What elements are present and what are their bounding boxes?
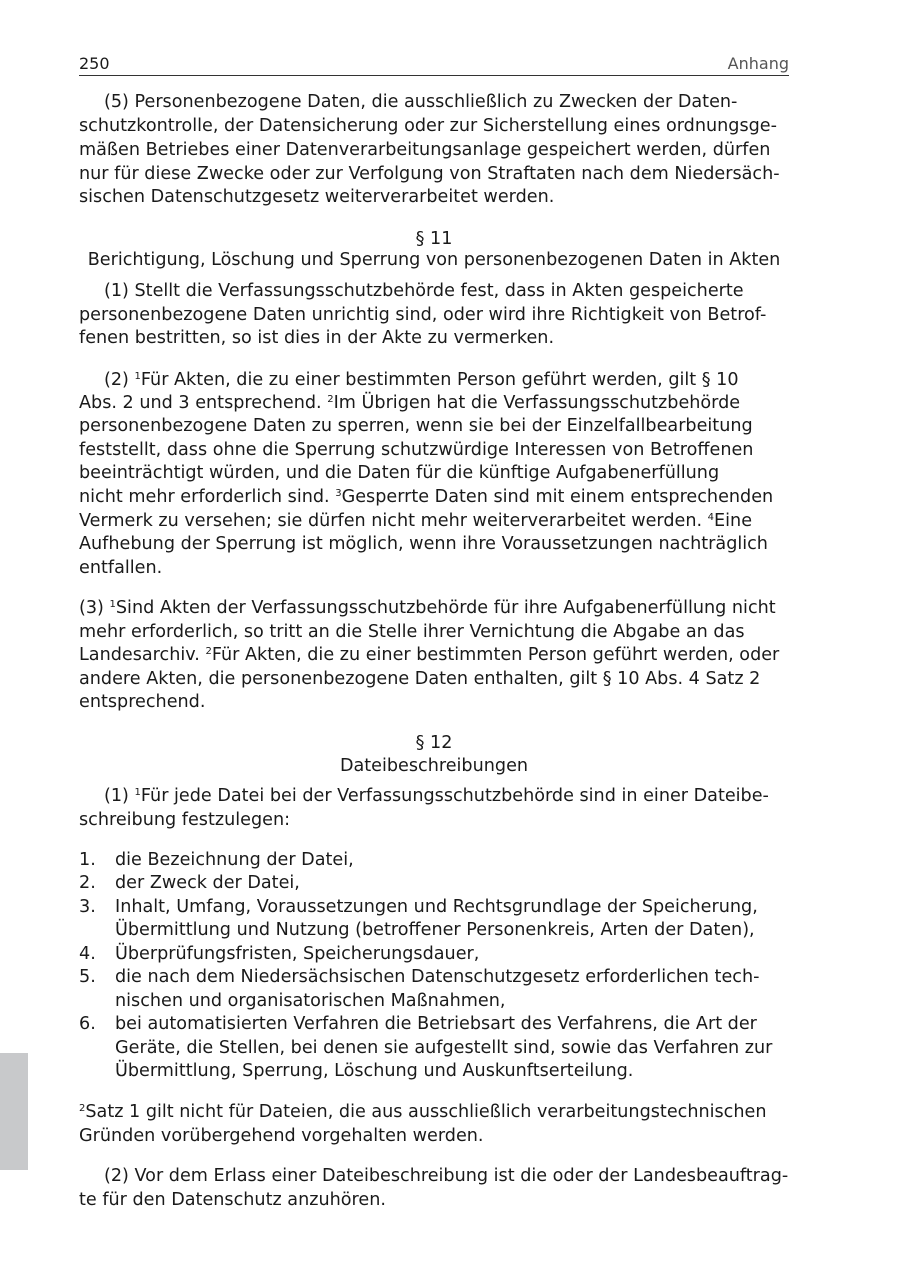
text-line: fenen bestritten, so ist dies in der Akte zu vermerken. xyxy=(79,328,555,348)
text-line: (1) Stellt die Verfassungsschutzbehörde fest, dass in Akten gespeicherte xyxy=(104,281,744,301)
list-number: 6. xyxy=(79,1014,96,1034)
list-item: Überprüfungsfristen, Speicherungsdauer, xyxy=(115,944,480,964)
text-line: Gründen vorübergehend vorgehalten werden. xyxy=(79,1126,484,1146)
text-line: $^2$Satz 1 gilt nicht für Dateien, die aus ausschließlich verarbeitungstechnischen xyxy=(79,1102,767,1122)
sentence-number: 1 xyxy=(134,787,141,798)
list-item: die Bezeichnung der Datei, xyxy=(115,850,354,870)
text-line: schreibung festzulegen: xyxy=(79,810,291,830)
section-number: § 11 xyxy=(415,229,453,249)
list-number: 3. xyxy=(79,897,96,917)
page-number: 250 xyxy=(79,54,110,73)
sentence-number: 1 xyxy=(134,371,141,382)
text-line: nicht mehr erforderlich sind. $^3$Gesperrte Daten sind mit einem entsprechenden xyxy=(79,487,774,507)
text-line: (2) $^1$Für Akten, die zu einer bestimmten Person geführt werden, gilt § 10 xyxy=(104,370,739,390)
section-number: § 12 xyxy=(415,733,453,753)
text-line: Abs. 2 und 3 entsprechend. $^2$Im Übrigen hat die Verfassungsschutzbehörde xyxy=(79,393,741,413)
list-item: Übermittlung und Nutzung (betroffener Personenkreis, Arten der Daten), xyxy=(115,920,755,940)
text-line: beeinträchtigt würden, und die Daten für die künftige Aufgabenerfüllung xyxy=(79,463,720,483)
text-line: andere Akten, die personenbezogene Daten enthalten, gilt § 10 Abs. 4 Satz 2 xyxy=(79,669,761,689)
list-item: bei automatisierten Verfahren die Betriebsart des Verfahrens, die Art der xyxy=(115,1014,757,1034)
text-line: (1) $^1$Für jede Datei bei der Verfassungsschutzbehörde sind in einer Dateibe- xyxy=(104,786,769,806)
list-item: nischen und organisatorischen Maßnahmen, xyxy=(115,991,506,1011)
list-number: 1. xyxy=(79,850,96,870)
page-header xyxy=(79,53,789,76)
running-head-section: Anhang xyxy=(727,54,789,73)
text-line: (3) $^1$Sind Akten der Verfassungsschutzbehörde für ihre Aufgabenerfüllung nicht xyxy=(79,598,776,618)
sentence-number: 2 xyxy=(327,394,334,405)
text-line: feststellt, dass ohne die Sperrung schutzwürdige Interessen von Betroffenen xyxy=(79,440,754,460)
text-line: personenbezogene Daten zu sperren, wenn sie bei der Einzelfallbearbeitung xyxy=(79,416,753,436)
text-line: entsprechend. xyxy=(79,692,206,712)
text-line: mäßen Betriebes einer Datenverarbeitungsanlage gespeichert werden, dürfen xyxy=(79,140,771,160)
text-line: personenbezogene Daten unrichtig sind, oder wird ihre Richtigkeit von Betrof- xyxy=(79,305,767,325)
text-line: te für den Datenschutz anzuhören. xyxy=(79,1190,386,1210)
text-line: mehr erforderlich, so tritt an die Stelle ihrer Vernichtung die Abgabe an das xyxy=(79,622,745,642)
sentence-number: 2 xyxy=(205,646,212,657)
sentence-number: 3 xyxy=(335,488,342,499)
text-line: sischen Datenschutzgesetz weiterverarbeitet werden. xyxy=(79,187,555,207)
list-item: Inhalt, Umfang, Voraussetzungen und Rechtsgrundlage der Speicherung, xyxy=(115,897,758,917)
text-line: (2) Vor dem Erlass einer Dateibeschreibung ist die oder der Landesbeauftrag- xyxy=(104,1166,789,1186)
text-line: schutzkontrolle, der Datensicherung oder zur Sicherstellung eines ordnungsge- xyxy=(79,116,777,136)
text-line: Aufhebung der Sperrung ist möglich, wenn ihre Voraussetzungen nachträglich xyxy=(79,534,768,554)
list-item: Übermittlung, Sperrung, Löschung und Auskunftserteilung. xyxy=(115,1061,634,1081)
sentence-number: 2 xyxy=(79,1103,86,1114)
text-line: nur für diese Zwecke oder zur Verfolgung von Straftaten nach dem Niedersäch- xyxy=(79,164,780,184)
text-line: Vermerk zu versehen; sie dürfen nicht mehr weiterverarbeitet werden. $^4$Eine xyxy=(79,511,753,531)
sentence-number: 4 xyxy=(707,512,715,523)
section-title: Dateibeschreibungen xyxy=(339,756,529,776)
list-item: der Zweck der Datei, xyxy=(115,873,300,893)
thumb-index-tab xyxy=(0,1053,28,1170)
text-line: Landesarchiv. $^2$Für Akten, die zu einer bestimmten Person geführt werden, oder xyxy=(79,645,780,665)
text-line: (5) Personenbezogene Daten, die ausschließlich zu Zwecken der Daten- xyxy=(104,92,738,112)
list-item: die nach dem Niedersächsischen Datenschutzgesetz erforderlichen tech- xyxy=(115,967,760,987)
list-number: 5. xyxy=(79,967,96,987)
sentence-number: 1 xyxy=(109,599,116,610)
list-number: 4. xyxy=(79,944,96,964)
list-item: Geräte, die Stellen, bei denen sie aufgestellt sind, sowie das Verfahren zur xyxy=(115,1038,773,1058)
text-line: entfallen. xyxy=(79,558,163,578)
list-number: 2. xyxy=(79,873,96,893)
section-title: Berichtigung, Löschung und Sperrung von personenbezogenen Daten in Akten xyxy=(87,250,781,270)
